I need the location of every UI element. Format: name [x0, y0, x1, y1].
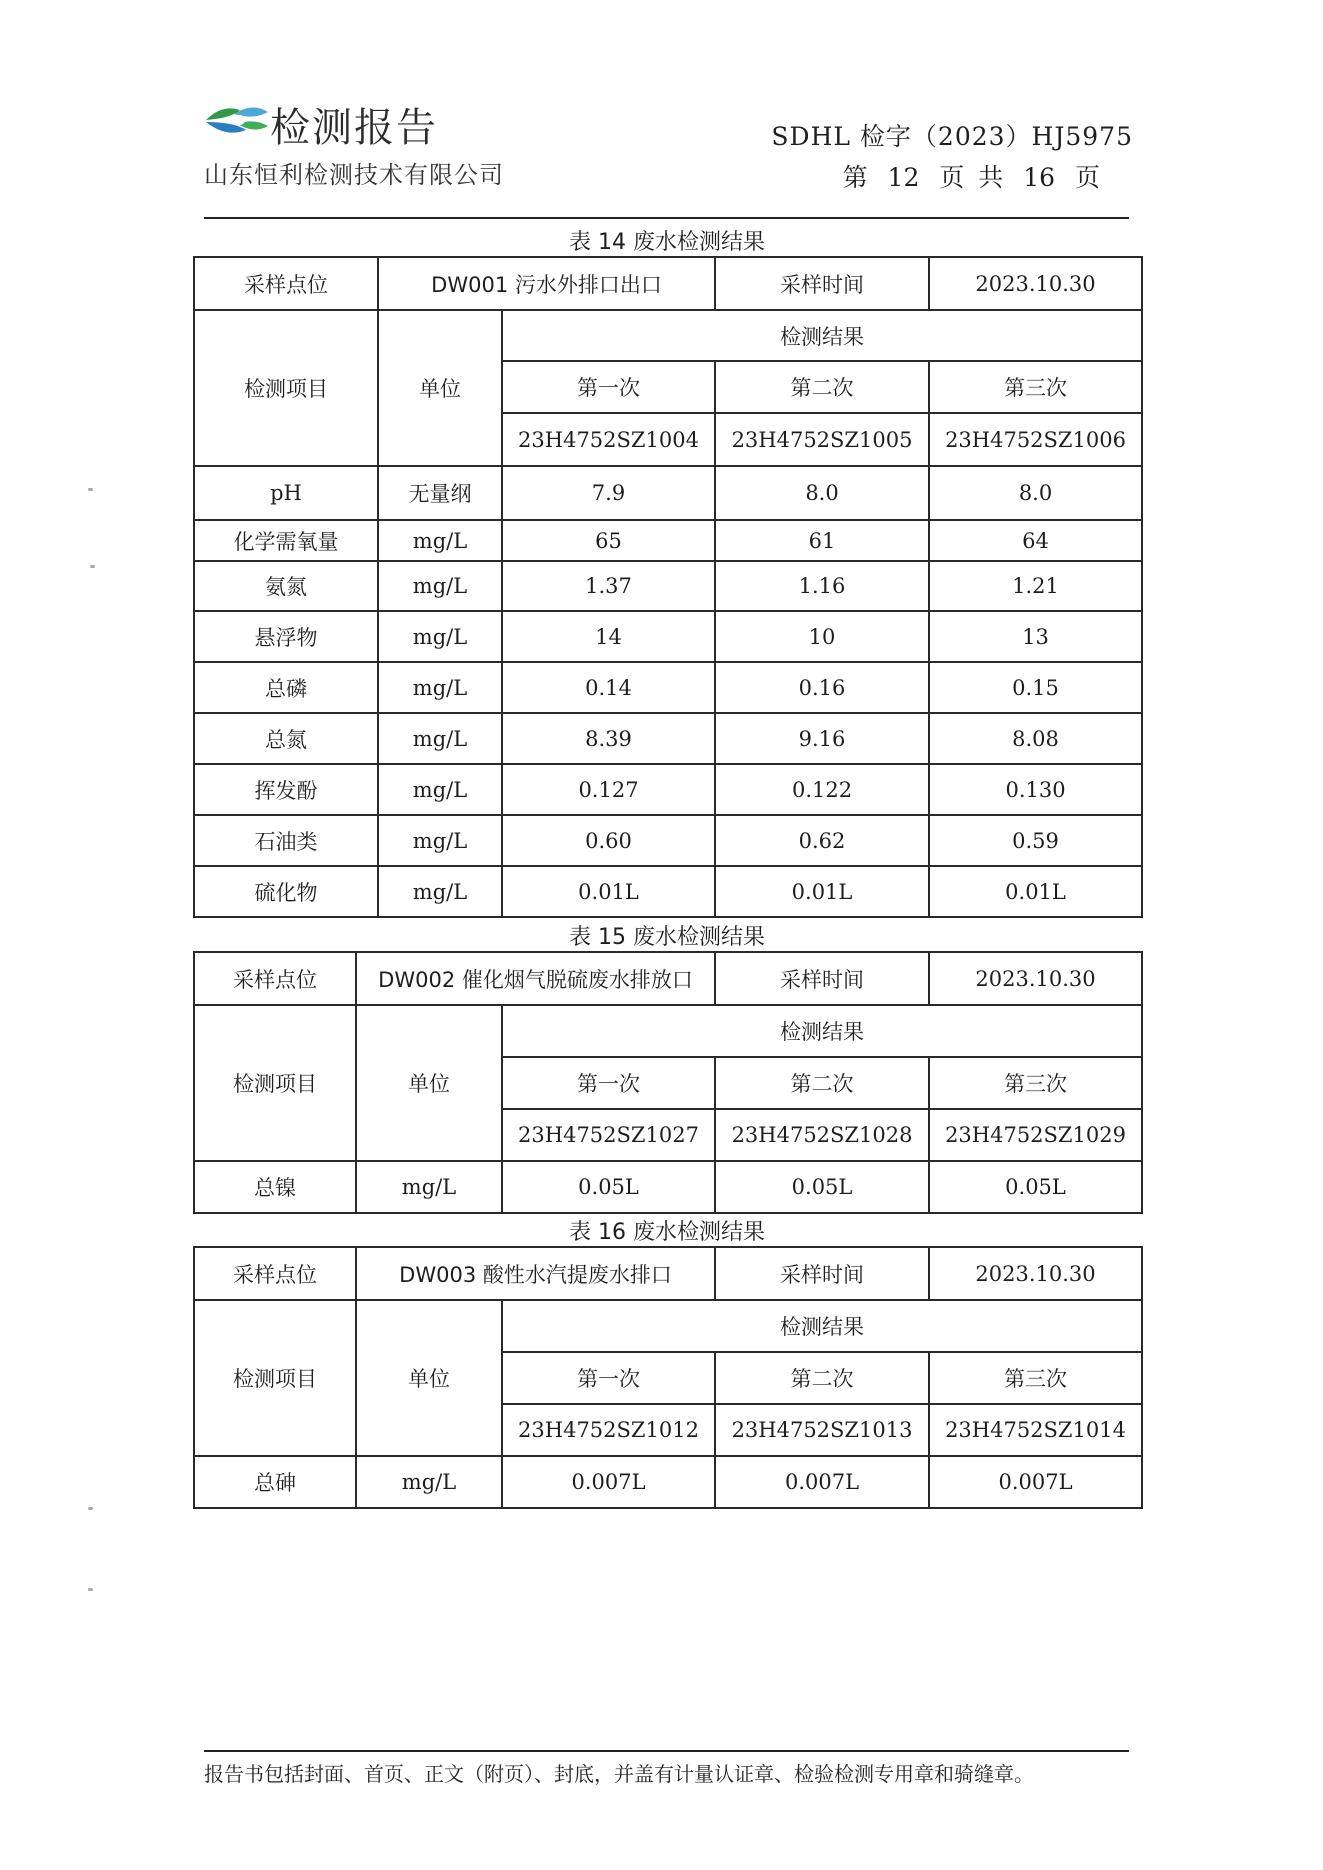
row-item: 总磷	[194, 662, 378, 713]
table16-caption: 表 16 废水检测结果	[569, 1220, 765, 1245]
row-value-1: 0.14	[502, 662, 715, 713]
row-item: 总砷	[194, 1456, 356, 1508]
row-value-2: 0.122	[715, 764, 929, 815]
row-item: 石油类	[194, 815, 378, 866]
row-value-3: 8.0	[929, 466, 1142, 520]
site-value: DW002 催化烟气脱硫废水排放口	[356, 952, 715, 1005]
time-label: 采样时间	[715, 952, 929, 1005]
row-value-1: 65	[502, 520, 715, 561]
row-unit: mg/L	[378, 520, 502, 561]
report-number: SDHL 检字（2023）HJ5975	[771, 122, 1133, 151]
sample-id-1: 23H4752SZ1027	[502, 1109, 715, 1161]
table15-header-row	[194, 1005, 1142, 1057]
row-value-1: 0.007L	[502, 1456, 715, 1508]
page-total: 16	[1023, 163, 1056, 192]
company-logo-icon	[204, 100, 270, 140]
run-3: 第三次	[929, 361, 1142, 413]
run-2: 第二次	[715, 1057, 929, 1109]
row-value-2: 0.007L	[715, 1456, 929, 1508]
row-unit: mg/L	[378, 764, 502, 815]
header-divider	[204, 217, 1129, 219]
sample-id-1: 23H4752SZ1012	[502, 1404, 715, 1456]
row-value-3: 0.05L	[929, 1161, 1142, 1213]
result-header: 检测结果	[502, 1005, 1142, 1057]
run-1: 第一次	[502, 361, 715, 413]
site-label: 采样点位	[194, 952, 356, 1005]
row-value-3: 8.08	[929, 713, 1142, 764]
result-header: 检测结果	[502, 1300, 1142, 1352]
item-header: 检测项目	[194, 1300, 356, 1456]
run-1: 第一次	[502, 1057, 715, 1109]
item-header: 检测项目	[194, 310, 378, 466]
row-value-2: 10	[715, 611, 929, 662]
scan-speck	[88, 1507, 93, 1510]
site-label: 采样点位	[194, 257, 378, 310]
row-item: 总氮	[194, 713, 378, 764]
row-value-3: 13	[929, 611, 1142, 662]
page-header	[0, 0, 1323, 220]
row-item: 挥发酚	[194, 764, 378, 815]
table15	[193, 951, 1143, 1214]
row-value-1: 14	[502, 611, 715, 662]
row-value-1: 0.127	[502, 764, 715, 815]
row-unit: mg/L	[378, 561, 502, 611]
table15-caption: 表 15 废水检测结果	[569, 925, 765, 950]
sample-id-1: 23H4752SZ1004	[502, 413, 715, 466]
site-value: DW001 污水外排口出口	[378, 257, 715, 310]
row-item: 悬浮物	[194, 611, 378, 662]
footer-divider	[204, 1750, 1129, 1752]
row-value-1: 8.39	[502, 713, 715, 764]
row-value-2: 0.62	[715, 815, 929, 866]
row-unit: mg/L	[356, 1161, 502, 1213]
table-row	[194, 1161, 1142, 1213]
row-unit: mg/L	[378, 662, 502, 713]
row-value-1: 1.37	[502, 561, 715, 611]
row-value-3: 0.130	[929, 764, 1142, 815]
table-row	[194, 466, 1142, 520]
page-number	[840, 158, 1103, 194]
time-value: 2023.10.30	[929, 952, 1142, 1005]
sample-id-2: 23H4752SZ1005	[715, 413, 929, 466]
row-item: pH	[194, 466, 378, 520]
row-value-1: 7.9	[502, 466, 715, 520]
table-row	[194, 815, 1142, 866]
table15-site-row	[194, 952, 1142, 1005]
row-value-2: 1.16	[715, 561, 929, 611]
time-value: 2023.10.30	[929, 257, 1142, 310]
item-header: 检测项目	[194, 1005, 356, 1161]
row-item: 氨氮	[194, 561, 378, 611]
run-1: 第一次	[502, 1352, 715, 1404]
scan-speck	[90, 565, 95, 568]
sample-id-3: 23H4752SZ1014	[929, 1404, 1142, 1456]
run-3: 第三次	[929, 1057, 1142, 1109]
row-item: 化学需氧量	[194, 520, 378, 561]
row-unit: mg/L	[378, 713, 502, 764]
page-label-post: 页	[1074, 163, 1100, 192]
sample-id-2: 23H4752SZ1013	[715, 1404, 929, 1456]
row-value-1: 0.01L	[502, 866, 715, 917]
table-row	[194, 611, 1142, 662]
table16	[193, 1246, 1143, 1509]
scan-speck	[88, 488, 93, 491]
table-row	[194, 713, 1142, 764]
row-unit: mg/L	[378, 611, 502, 662]
run-2: 第二次	[715, 1352, 929, 1404]
time-value: 2023.10.30	[929, 1247, 1142, 1300]
row-item: 硫化物	[194, 866, 378, 917]
unit-header: 单位	[356, 1005, 502, 1161]
sample-id-3: 23H4752SZ1006	[929, 413, 1142, 466]
row-value-2: 61	[715, 520, 929, 561]
brand-title: 检测报告	[270, 105, 438, 151]
table14	[193, 256, 1143, 918]
row-value-3: 0.01L	[929, 866, 1142, 917]
page-label-mid: 页 共	[939, 163, 1004, 192]
row-unit: mg/L	[378, 866, 502, 917]
time-label: 采样时间	[715, 1247, 929, 1300]
row-value-3: 0.007L	[929, 1456, 1142, 1508]
row-value-2: 8.0	[715, 466, 929, 520]
page-current: 12	[887, 163, 920, 192]
table-row	[194, 662, 1142, 713]
table14-site-row	[194, 257, 1142, 310]
table-row	[194, 764, 1142, 815]
row-value-3: 0.59	[929, 815, 1142, 866]
unit-header: 单位	[356, 1300, 502, 1456]
unit-header: 单位	[378, 310, 502, 466]
table-row	[194, 520, 1142, 561]
company-name: 山东恒利检测技术有限公司	[204, 161, 504, 189]
run-2: 第二次	[715, 361, 929, 413]
footer-note: 报告书包括封面、首页、正文（附页）、封底，并盖有计量认证章、检验检测专用章和骑缝章。	[204, 1762, 1034, 1786]
row-item: 总镍	[194, 1161, 356, 1213]
row-value-2: 0.05L	[715, 1161, 929, 1213]
row-value-2: 0.01L	[715, 866, 929, 917]
row-value-2: 0.16	[715, 662, 929, 713]
scan-speck	[88, 1588, 93, 1591]
site-value: DW003 酸性水汽提废水排口	[356, 1247, 715, 1300]
row-value-3: 0.15	[929, 662, 1142, 713]
table16-site-row	[194, 1247, 1142, 1300]
result-header: 检测结果	[502, 310, 1142, 361]
table16-header-row	[194, 1300, 1142, 1352]
row-unit: mg/L	[378, 815, 502, 866]
page-label-pre: 第	[842, 163, 868, 192]
time-label: 采样时间	[715, 257, 929, 310]
table-row	[194, 561, 1142, 611]
row-unit: 无量纲	[378, 466, 502, 520]
row-value-3: 1.21	[929, 561, 1142, 611]
table-row	[194, 1456, 1142, 1508]
table-row	[194, 866, 1142, 917]
row-value-1: 0.60	[502, 815, 715, 866]
sample-id-3: 23H4752SZ1029	[929, 1109, 1142, 1161]
row-value-3: 64	[929, 520, 1142, 561]
table14-header-row	[194, 310, 1142, 361]
row-value-1: 0.05L	[502, 1161, 715, 1213]
row-unit: mg/L	[356, 1456, 502, 1508]
sample-id-2: 23H4752SZ1028	[715, 1109, 929, 1161]
run-3: 第三次	[929, 1352, 1142, 1404]
site-label: 采样点位	[194, 1247, 356, 1300]
row-value-2: 9.16	[715, 713, 929, 764]
table14-caption: 表 14 废水检测结果	[569, 230, 765, 255]
